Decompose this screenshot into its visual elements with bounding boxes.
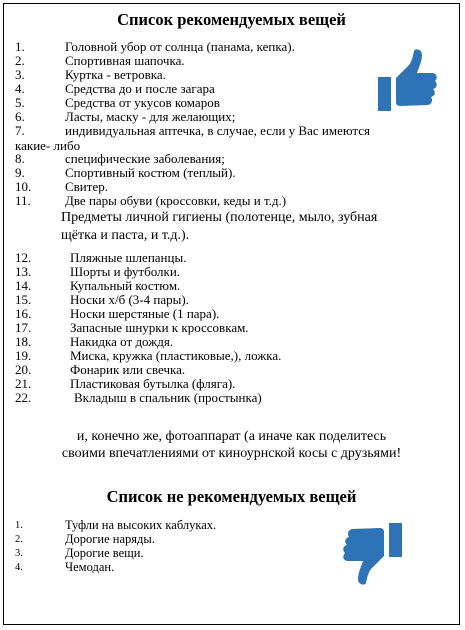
closing-line-2: своими впечатлениями от киноурнской косы с друзьями! [61,446,402,461]
document-page: Список рекомендуемых вещей 1. Головной убор от солнца (панама, кепка). 2. Спортивная шапочка. 3. Куртка - ветровка. 4. Средства до и после загара 5. Средства от укусов комаров 6. Ласты, маску - для желающих; 7. индивидуальная аптечка, в случае, если у Вас имеются какие- либо 8. специфические заболевания; 9. Спортивный костюм (теплый). 10. Свитер. 11. Две пары обуви (кроссовки, кеды и т.д.) Предметы личной гигиены (полотенце, мыло, зубная щётка и паста, и т.д.). 12. Пляжные шлепанцы. 13. Шорты и футболки. 14. Купальный костюм. 15. Носки х/б (3-4 пары). 16. Носки шерстяные (1 пара). 17. Запасные шнурки к кроссовкам. 18. Накидка от дождя. 19. Миска, кружка (пластиковые,), ложка. 20. Фонарик или свечка. 21. Пластиковая бутылка (фляга). 22. Вкладыш в спальник (простынка) и, конечно же, фотоаппарат (а иначе как поделитесь своими впечатлениями от киноурнской косы с друзьями! Список не рекомендуемых вещей 1. Туфли на высоких каблуках. 2. Дорогие наряды. 3. Дорогие вещи. 4. Чемодан. [3,3,460,625]
recommended-title: Список рекомендуемых вещей [117,10,346,29]
thumbs-up-icon [376,47,438,113]
not-recommended-title: Список не рекомендуемых вещей [106,487,357,506]
hygiene-line-1: Предметы личной гигиены (полотенце, мыло, зубная [61,210,378,225]
list-item-continuation: какие- либо [15,138,81,153]
closing-line-1: и, конечно же, фотоаппарат (а иначе как поделитесь [76,429,387,444]
thumbs-down-icon [342,521,404,587]
hygiene-line-2: щётка и паста, и т.д.). [61,228,190,243]
